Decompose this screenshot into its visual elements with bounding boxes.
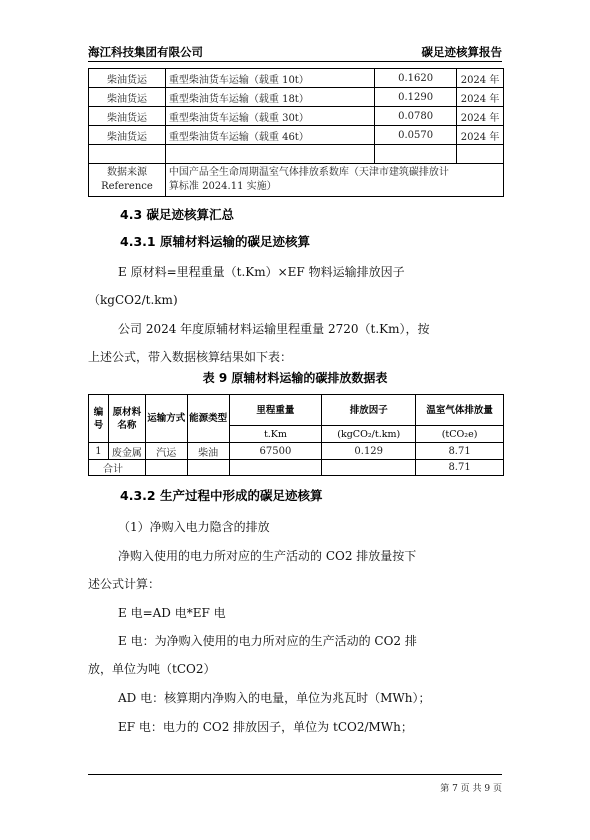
header-factor: 排放因子	[322, 395, 416, 426]
cell-mode: 柴油货运	[89, 88, 166, 107]
unit-ghg: (tCO₂e)	[416, 426, 504, 443]
cell-mode: 柴油货运	[89, 69, 166, 88]
reference-label-en: Reference	[101, 181, 153, 192]
cell-factor: 0.1290	[375, 88, 457, 107]
reference-text: 中国产品全生命周期温室气体排放系数库（天津市建筑碳排放计	[168, 167, 449, 178]
table-row	[89, 69, 504, 88]
page-header	[88, 40, 502, 60]
footer-divider	[88, 774, 502, 775]
definition-e: E 电：为净购入使用的电力所对应的生产活动的 CO2 排	[118, 634, 417, 648]
reference-text-cont: 算标准 2024.11 实施）	[168, 181, 277, 192]
cell-year: 2024 年	[457, 126, 504, 145]
definition-ef: EF 电：电力的 CO2 排放因子，单位为 tCO2/MWh；	[118, 720, 413, 734]
section-heading-4-3-2: 4.3.2 生产过程中形成的碳足迹核算	[120, 488, 323, 503]
formula-text-cont: （kgCO2/t.km)	[88, 293, 178, 307]
cell-description: 重型柴油货车运输（载重 10t）	[165, 69, 374, 88]
header-distance: 里程重量	[229, 395, 322, 426]
cell-mode: 柴油货运	[89, 107, 166, 126]
paragraph: 净购入使用的电力所对应的生产活动的 CO2 排放量按下	[118, 549, 417, 563]
cell-description: 重型柴油货车运输（载重 18t）	[165, 88, 374, 107]
table-row	[89, 145, 504, 164]
unit-distance: t.Km	[229, 426, 322, 443]
cell-material: 废金属	[108, 443, 145, 460]
reference-label-cn: 数据来源	[106, 167, 147, 178]
table-row	[89, 126, 504, 145]
cell-year: 2024 年	[457, 107, 504, 126]
cell-description: 重型柴油货车运输（载重 46t）	[165, 126, 374, 145]
page-number: 第 7 页 共 9 页	[440, 784, 502, 794]
table-header-row	[89, 395, 504, 426]
cell-energy: 柴油	[187, 443, 229, 460]
cell-description: 重型柴油货车运输（载重 30t）	[165, 107, 374, 126]
cell-factor: 0.0780	[375, 107, 457, 126]
cell-year: 2024 年	[457, 69, 504, 88]
unit-factor: (kgCO₂/t.km)	[322, 426, 416, 443]
formula-text: E 电=AD 电*EF 电	[118, 606, 226, 620]
report-title: 碳足迹核算报告	[421, 45, 502, 59]
reference-row	[89, 164, 504, 197]
paragraph-cont: 述公式计算：	[88, 577, 161, 591]
cell-mode: 汽运	[145, 443, 187, 460]
definition-ad: AD 电：核算期内净购入的电量，单位为兆瓦时（MWh）；	[118, 691, 431, 705]
definition-e-cont: 放，单位为吨（tCO2）	[88, 662, 216, 676]
table-row	[89, 107, 504, 126]
cell-factor: 0.0570	[375, 126, 457, 145]
section-heading-4-3: 4.3 碳足迹核算汇总	[120, 207, 234, 222]
transport-emission-table	[88, 394, 504, 476]
cell-mode: 柴油货运	[89, 126, 166, 145]
formula-text: E 原材料=里程重量（t.Km）×EF 物料运输排放因子	[118, 265, 405, 279]
list-item: （1）净购入电力隐含的排放	[118, 520, 270, 534]
cell-factor: 0.1620	[375, 69, 457, 88]
paragraph: 公司 2024 年度原辅材料运输里程重量 2720（t.Km），按	[118, 322, 430, 336]
header-no: 编号	[89, 395, 109, 443]
paragraph-cont: 上述公式，带入数据核算结果如下表：	[88, 350, 293, 364]
header-mode: 运输方式	[145, 395, 187, 443]
total-label: 合计	[89, 460, 146, 476]
cell-year: 2024 年	[457, 88, 504, 107]
cell-distance: 67500	[229, 443, 322, 460]
header-energy: 能源类型	[187, 395, 229, 443]
total-value: 8.71	[416, 460, 504, 476]
company-name: 海江科技集团有限公司	[88, 45, 203, 59]
header-material: 原材料名称	[108, 395, 145, 443]
header-ghg: 温室气体排放量	[416, 395, 504, 426]
section-heading-4-3-1: 4.3.1 原辅材料运输的碳足迹核算	[120, 234, 310, 249]
header-divider	[88, 61, 502, 62]
cell-ghg: 8.71	[416, 443, 504, 460]
table-row	[89, 88, 504, 107]
total-row	[89, 460, 504, 476]
table-caption: 表 9 原辅材料运输的碳排放数据表	[202, 371, 388, 385]
cell-no: 1	[89, 443, 109, 460]
cell-factor: 0.129	[322, 443, 416, 460]
emission-factor-table	[88, 68, 504, 197]
table-row	[89, 443, 504, 460]
